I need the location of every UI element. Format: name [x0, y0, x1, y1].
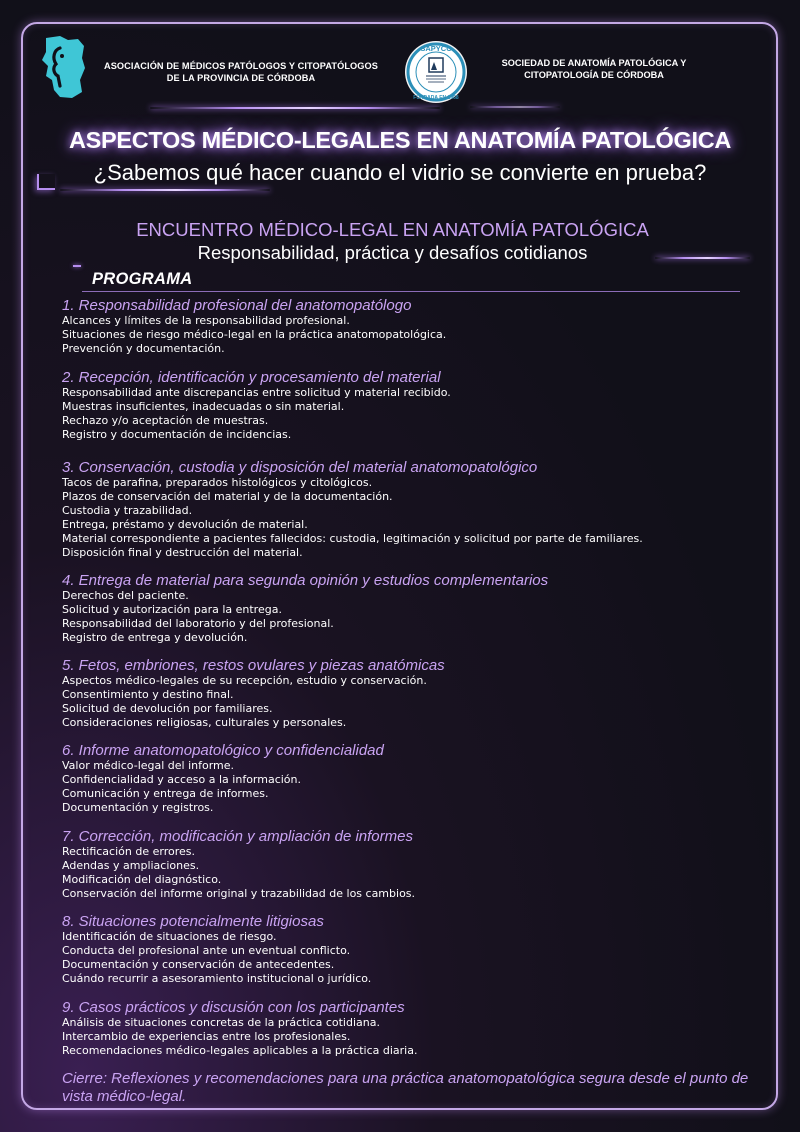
section-item: Situaciones de riesgo médico-legal en la práctica anatomopatológica.: [62, 327, 447, 341]
right-org-line1: SOCIEDAD DE ANATOMÍA PATOLÓGICA Y: [501, 58, 687, 68]
section-item: Plazos de conservación del material y de la documentación.: [62, 489, 393, 503]
left-organization-name: [96, 60, 386, 84]
province-logo-icon: [38, 34, 86, 100]
section-item: Rectificación de errores.: [62, 845, 195, 858]
section-item: Consideraciones religiosas, culturales y personales.: [62, 715, 347, 729]
closing-statement: Cierre: Reflexiones y recomendaciones para una práctica anatomopatológica segura desde el punto de vista médico-legal.: [62, 1070, 749, 1105]
programa-dash: [73, 265, 81, 267]
section-item: Derechos del paciente.: [62, 589, 189, 602]
section-title: 6. Informe anatomopatológico y confidencialidad: [62, 742, 384, 759]
programa-separator: [82, 291, 740, 292]
section-item: Responsabilidad ante discrepancias entre solicitud y material recibido.: [62, 386, 451, 399]
event-divider: [655, 257, 750, 259]
section-title: 3. Conservación, custodia y disposición del material anatomopatológico: [62, 459, 538, 476]
programa-label: PROGRAMA: [92, 270, 193, 288]
section-title: 9. Casos prácticos y discusión con los participantes: [62, 999, 405, 1016]
main-title: ASPECTOS MÉDICO-LEGALES EN ANATOMÍA PATOLÓGICA: [68, 127, 732, 153]
header-divider-accent: [470, 106, 560, 108]
section-item: Muestras insuficientes, inadecuadas o sin material.: [62, 399, 345, 413]
sapycc-seal-icon: [404, 40, 468, 104]
section-item: Entrega, préstamo y devolución de material.: [62, 517, 308, 531]
section-item: Documentación y conservación de antecedentes.: [62, 957, 335, 971]
section-item: Material correspondiente a pacientes fallecidos: custodia, legitimación y solicitud por parte de familiares.: [62, 531, 643, 545]
program-section-7: [62, 828, 762, 901]
title-underline: [60, 189, 270, 191]
program-section-5: [62, 657, 762, 730]
section-item: Tacos de parafina, preparados histológicos y citológicos.: [62, 476, 373, 489]
program-section-8: [62, 913, 762, 986]
section-title: 2. Recepción, identificación y procesamiento del material: [62, 369, 441, 386]
corner-bracket-decoration: [37, 174, 55, 190]
program-section-3: [62, 459, 762, 559]
section-item: Intercambio de experiencias entre los profesionales.: [62, 1029, 351, 1043]
event-subtitle: Responsabilidad, práctica y desafíos cotidianos: [197, 242, 588, 263]
program-section-1: [62, 297, 762, 356]
right-org-line2: CITOPATOLOGÍA DE CÓRDOBA: [524, 70, 664, 80]
seal-top-text: SAPYCC: [420, 44, 452, 53]
section-item: Recomendaciones médico-legales aplicables a la práctica diaria.: [62, 1043, 418, 1057]
section-title: 1. Responsabilidad profesional del anatomopatólogo: [62, 297, 412, 314]
section-item: Documentación y registros.: [62, 800, 214, 814]
section-item: Adendas y ampliaciones.: [62, 858, 200, 872]
section-item: Identificación de situaciones de riesgo.: [62, 930, 277, 943]
section-item: Comunicación y entrega de informes.: [62, 786, 269, 800]
section-item: Prevención y documentación.: [62, 341, 225, 355]
main-subtitle: ¿Sabemos qué hacer cuando el vidrio se convierte en prueba?: [93, 160, 707, 185]
section-item: Valor médico-legal del informe.: [62, 759, 235, 772]
right-organization-name: [480, 57, 708, 81]
section-item: Cuándo recurrir a asesoramiento institucional o jurídico.: [62, 971, 372, 985]
left-org-line1: ASOCIACIÓN DE MÉDICOS PATÓLOGOS Y CITOPATÓLOGOS: [103, 61, 379, 71]
section-item: Custodia y trazabilidad.: [62, 503, 193, 517]
section-item: Aspectos médico-legales de su recepción, estudio y conservación.: [62, 674, 427, 687]
program-section-6: [62, 742, 762, 815]
seal-bottom-text: FUNDADA EN 1968: [413, 95, 459, 101]
section-title: 4. Entrega de material para segunda opinión y estudios complementarios: [62, 572, 549, 589]
program-section-2: [62, 369, 762, 442]
section-title: 7. Corrección, modificación y ampliación de informes: [62, 828, 413, 845]
section-item: Registro y documentación de incidencias.: [62, 427, 292, 441]
section-title: 5. Fetos, embriones, restos ovulares y piezas anatómicas: [62, 657, 445, 674]
left-org-line2: DE LA PROVINCIA DE CÓRDOBA: [166, 73, 316, 83]
event-title: ENCUENTRO MÉDICO-LEGAL EN ANATOMÍA PATOLÓGICA: [136, 219, 649, 240]
section-item: Alcances y límites de la responsabilidad profesional.: [62, 314, 350, 327]
section-item: Análisis de situaciones concretas de la práctica cotidiana.: [62, 1016, 380, 1029]
program-section-9: [62, 999, 762, 1058]
section-title: 8. Situaciones potencialmente litigiosas: [62, 913, 324, 930]
section-item: Modificación del diagnóstico.: [62, 872, 222, 886]
section-item: Consentimiento y destino final.: [62, 687, 234, 701]
section-item: Solicitud de devolución por familiares.: [62, 701, 273, 715]
section-item: Registro de entrega y devolución.: [62, 630, 248, 644]
section-item: Rechazo y/o aceptación de muestras.: [62, 413, 269, 427]
section-item: Conducta del profesional ante un eventual conflicto.: [62, 943, 351, 957]
section-item: Disposición final y destrucción del material.: [62, 545, 303, 559]
program-section-4: [62, 572, 762, 645]
section-item: Conservación del informe original y trazabilidad de los cambios.: [62, 886, 416, 900]
section-item: Responsabilidad del laboratorio y del profesional.: [62, 616, 334, 630]
header-divider: [150, 107, 440, 109]
section-item: Confidencialidad y acceso a la información.: [62, 772, 302, 786]
section-item: Solicitud y autorización para la entrega.: [62, 602, 282, 616]
